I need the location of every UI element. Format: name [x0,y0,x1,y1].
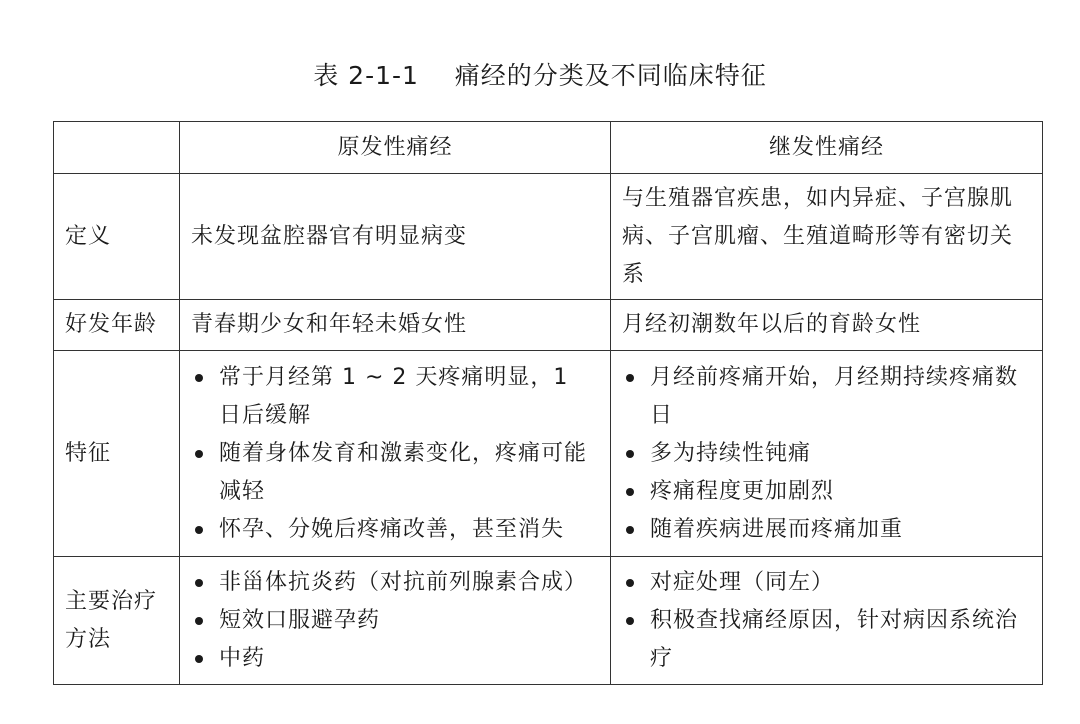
header-corner [54,122,180,174]
age-secondary: 月经初潮数年以后的育龄女性 [611,300,1043,351]
row-label-definition: 定义 [54,174,180,300]
features-row [54,351,1043,557]
classification-table [53,121,1043,685]
list-item: 常于月经第 1 ~ 2 天疼痛明显，1 日后缓解 [191,359,599,435]
treatment-secondary-list [622,564,1031,678]
list-item: 积极查找痛经原因，针对病因系统治疗 [622,602,1031,678]
header-row [54,122,1043,174]
table-caption [0,56,1080,96]
features-secondary [611,351,1043,557]
list-item: 非甾体抗炎药（对抗前列腺素合成） [191,564,599,602]
treatment-row [54,557,1043,685]
table-title: 痛经的分类及不同临床特征 [454,61,767,90]
features-primary [180,351,611,557]
age-row [54,300,1043,351]
definition-row [54,174,1043,300]
definition-secondary: 与生殖器官疾患，如内异症、子宫腺肌病、子宫肌瘤、生殖道畸形等有密切关系 [611,174,1043,300]
list-item: 对症处理（同左） [622,564,1031,602]
list-item: 中药 [191,640,599,678]
features-secondary-list [622,359,1031,549]
row-label-features: 特征 [54,351,180,557]
list-item: 随着身体发育和激素变化，疼痛可能减轻 [191,435,599,511]
row-label-age: 好发年龄 [54,300,180,351]
list-item: 疼痛程度更加剧烈 [622,473,1031,511]
age-primary: 青春期少女和年轻未婚女性 [180,300,611,351]
list-item: 月经前疼痛开始，月经期持续疼痛数日 [622,359,1031,435]
header-primary: 原发性痛经 [180,122,611,174]
list-item: 短效口服避孕药 [191,602,599,640]
list-item: 怀孕、分娩后疼痛改善，甚至消失 [191,511,599,549]
treatment-primary-list [191,564,599,678]
header-secondary: 继发性痛经 [611,122,1043,174]
features-primary-list [191,359,599,549]
list-item: 多为持续性钝痛 [622,435,1031,473]
row-label-treatment: 主要治疗方法 [54,557,180,685]
treatment-secondary [611,557,1043,685]
treatment-primary [180,557,611,685]
definition-primary: 未发现盆腔器官有明显病变 [180,174,611,300]
list-item: 随着疾病进展而疼痛加重 [622,511,1031,549]
table-number: 表 2-1-1 [313,61,419,90]
